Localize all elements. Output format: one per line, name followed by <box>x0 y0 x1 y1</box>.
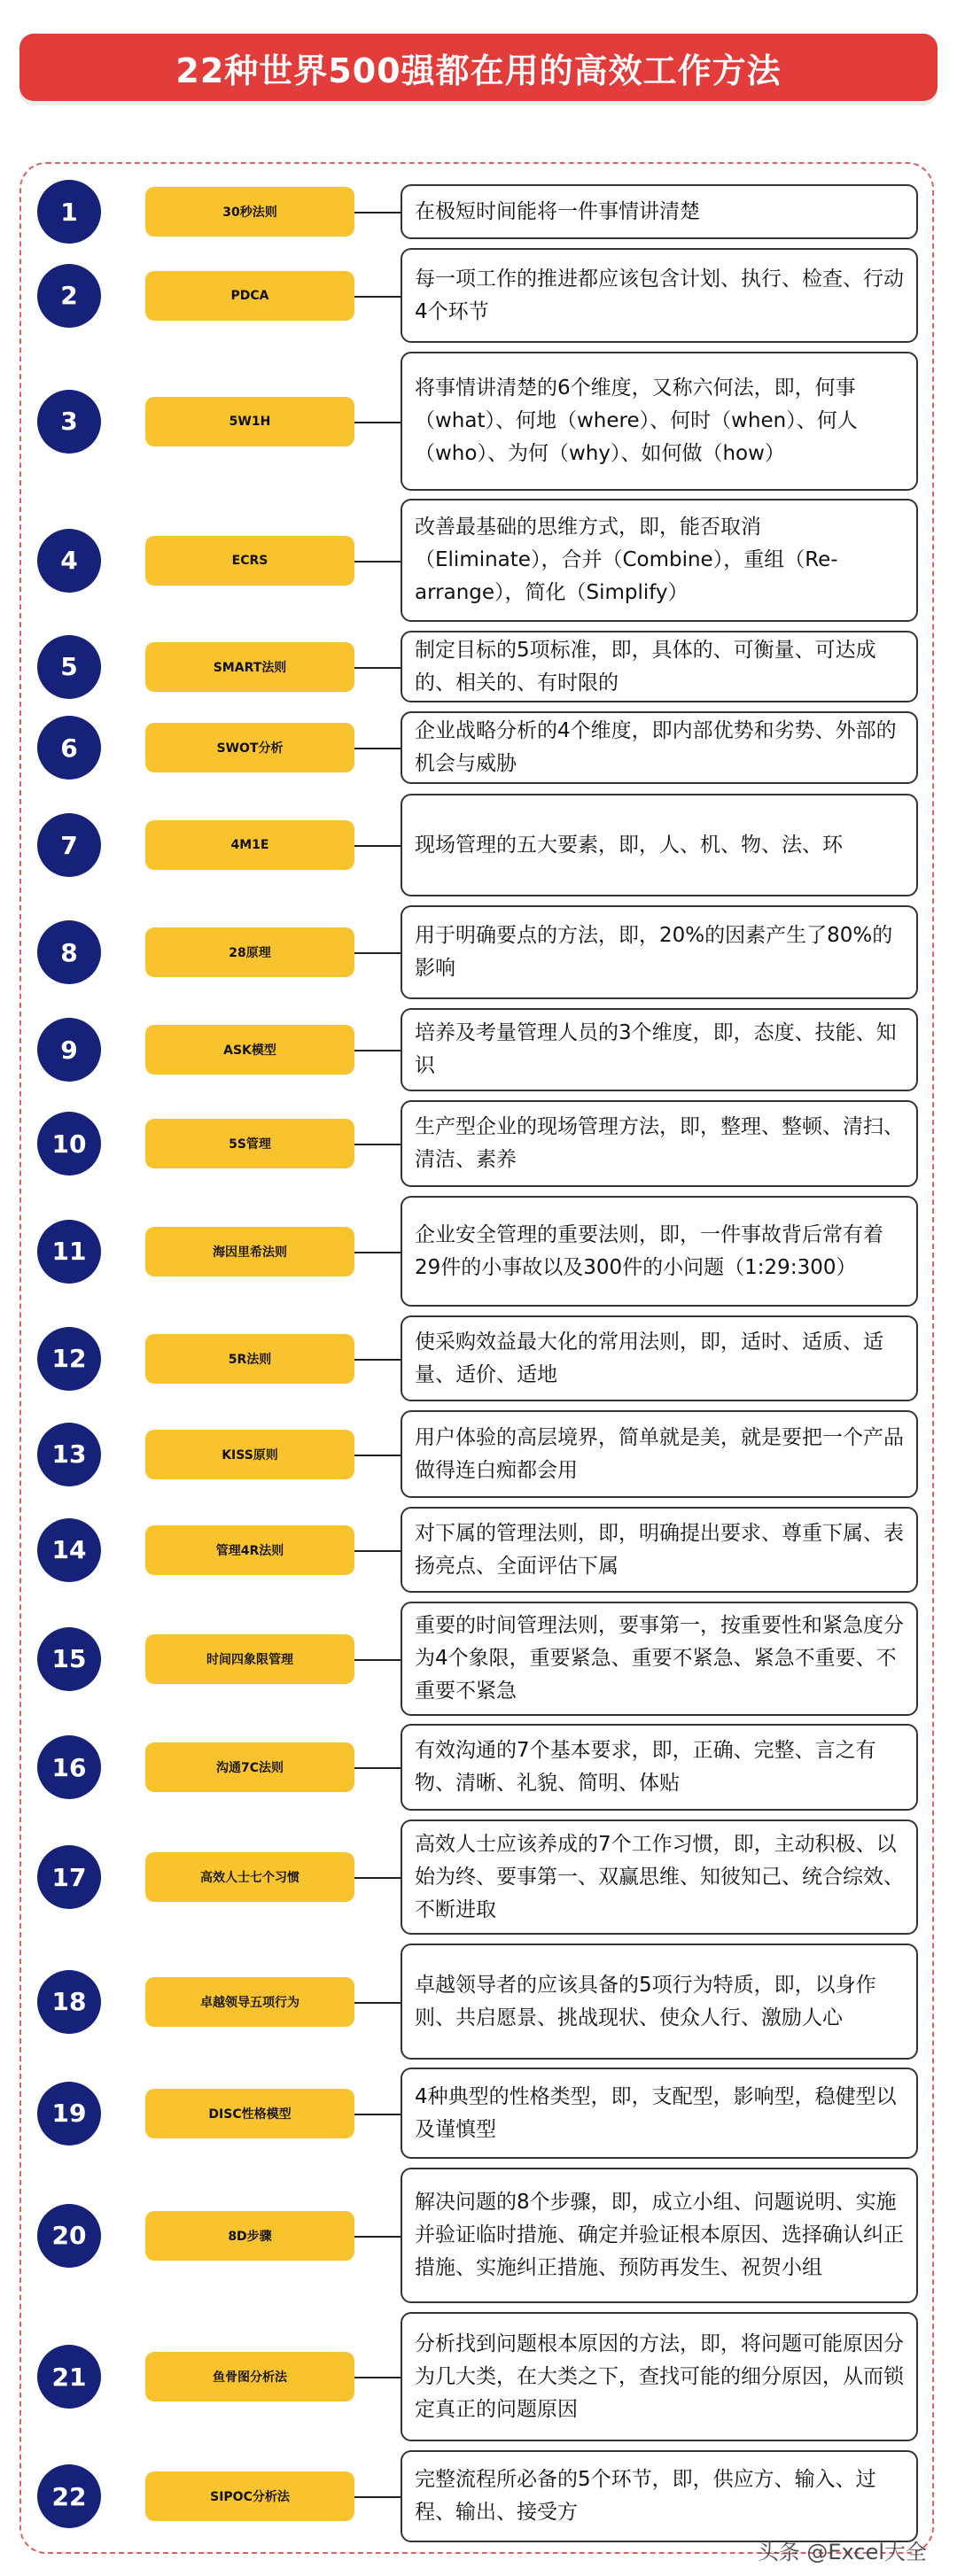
connector-line <box>354 1550 401 1552</box>
number-badge: 8 <box>37 920 101 984</box>
description-text: 分析找到问题根本原因的方法，即，将问题可能原因分为几大类，在大类之下，查找可能的细分原因，从而锁定真正的问题原因 <box>415 2332 904 2421</box>
method-description <box>401 1819 918 1935</box>
method-row <box>0 631 957 702</box>
method-description <box>401 1008 918 1091</box>
method-row <box>0 1008 957 1091</box>
number-badge: 7 <box>37 813 101 877</box>
method-name: 沟通7C法则 <box>145 1742 354 1792</box>
method-name: 管理4R法则 <box>145 1525 354 1575</box>
method-row <box>0 1819 957 1935</box>
method-description <box>401 1315 918 1401</box>
number-badge: 17 <box>37 1845 101 1909</box>
method-row <box>0 1410 957 1498</box>
number-badge: 2 <box>37 264 101 328</box>
number-badge: 13 <box>37 1423 101 1486</box>
number-badge: 19 <box>37 2082 101 2145</box>
method-name: SWOT分析 <box>145 723 354 772</box>
method-description <box>401 1724 918 1811</box>
description-text: 改善最基础的思维方式，即，能否取消（Eliminate），合并（Combine），重组（Re-arrange），简化（Simplify） <box>415 516 838 604</box>
description-text: 对下属的管理法则，即，明确提出要求、尊重下属、表扬亮点、全面评估下属 <box>415 1521 904 1578</box>
number-badge: 12 <box>37 1327 101 1391</box>
description-text: 重要的时间管理法则，要事第一，按重要性和紧急度分为4个象限，重要紧急、重要不紧急、紧急不重要、不重要不紧急 <box>415 1614 904 1703</box>
method-name: SIPOC分析法 <box>145 2471 354 2521</box>
method-name: 鱼骨图分析法 <box>145 2352 354 2401</box>
description-text: 用于明确要点的方法，即，20%的因素产生了80%的影响 <box>415 924 893 980</box>
connector-line <box>354 2114 401 2115</box>
method-name: 5S管理 <box>145 1119 354 1168</box>
number-badge: 20 <box>37 2204 101 2268</box>
connector-line <box>354 561 401 563</box>
number-badge: 10 <box>37 1112 101 1175</box>
connector-line <box>354 2496 401 2498</box>
method-description <box>401 1602 918 1716</box>
description-text: 有效沟通的7个基本要求，即，正确、完整、言之有物、清晰、礼貌、简明、体贴 <box>415 1739 876 1795</box>
method-row <box>0 352 957 491</box>
method-row <box>0 184 957 239</box>
number-badge: 5 <box>37 635 101 699</box>
method-name: 5R法则 <box>145 1334 354 1384</box>
connector-line <box>354 1144 401 1145</box>
number-badge: 11 <box>37 1220 101 1284</box>
method-description <box>401 2450 918 2542</box>
method-name: DISC性格模型 <box>145 2089 354 2138</box>
connector-line <box>354 1877 401 1879</box>
method-row <box>0 794 957 896</box>
method-description <box>401 711 918 784</box>
watermark: 头条 @Excel大全 <box>757 2540 927 2564</box>
method-row <box>0 1724 957 1811</box>
method-row <box>0 248 957 343</box>
method-name: 高效人士七个习惯 <box>145 1852 354 1902</box>
number-badge: 14 <box>37 1518 101 1582</box>
connector-line <box>354 422 401 423</box>
description-text: 在极短时间能将一件事情讲清楚 <box>415 199 700 223</box>
description-text: 用户体验的高层境界，简单就是美，就是要把一个产品做得连白痴都会用 <box>415 1425 904 1482</box>
description-text: 4种典型的性格类型，即，支配型，影响型，稳健型以及谨慎型 <box>415 2084 897 2141</box>
number-badge: 21 <box>37 2345 101 2409</box>
method-description <box>401 1944 918 2060</box>
method-row <box>0 499 957 622</box>
number-badge: 6 <box>37 716 101 780</box>
method-name: 4M1E <box>145 820 354 870</box>
method-name: 28原理 <box>145 927 354 977</box>
method-description <box>401 1100 918 1187</box>
number-badge: 4 <box>37 529 101 593</box>
description-text: 每一项工作的推进都应该包含计划、执行、检查、行动4个环节 <box>415 267 904 323</box>
method-description <box>401 2168 918 2303</box>
description-text: 完整流程所必备的5个环节，即，供应方、输入、过程、输出、接受方 <box>415 2468 876 2524</box>
connector-line <box>354 845 401 847</box>
connector-line <box>354 296 401 298</box>
method-row <box>0 2068 957 2159</box>
description-text: 制定目标的5项标准，即，具体的、可衡量、可达成的、相关的、有时限的 <box>415 638 876 694</box>
description-text: 高效人士应该养成的7个工作习惯，即，主动积极、以始为终、要事第一、双赢思维、知彼知己、统合综效、不断进取 <box>415 1832 904 1921</box>
method-name: 8D步骤 <box>145 2211 354 2261</box>
description-text: 将事情讲清楚的6个维度，又称六何法，即，何事（what）、何地（where）、何时（when）、何人（who）、为何（why）、如何做（how） <box>415 376 858 465</box>
description-text: 生产型企业的现场管理方法，即，整理、整顿、清扫、清洁、素养 <box>415 1115 904 1171</box>
description-text: 企业安全管理的重要法则，即，一件事故背后常有着29件的小事故以及300件的小问题（1:29:300） <box>415 1222 883 1279</box>
method-name: 时间四象限管理 <box>145 1634 354 1684</box>
method-name: 5W1H <box>145 397 354 446</box>
method-description <box>401 905 918 999</box>
method-row <box>0 905 957 999</box>
method-description <box>401 352 918 491</box>
connector-line <box>354 2377 401 2378</box>
method-description <box>401 794 918 896</box>
connector-line <box>354 748 401 749</box>
method-row <box>0 1315 957 1401</box>
description-text: 卓越领导者的应该具备的5项行为特质，即，以身作则、共启愿景、挑战现状、使众人行、激励人心 <box>415 1973 876 2029</box>
description-text: 使采购效益最大化的常用法则，即，适时、适质、适量、适价、适地 <box>415 1330 883 1386</box>
method-description <box>401 248 918 343</box>
method-row <box>0 2312 957 2441</box>
connector-line <box>354 1252 401 1253</box>
method-name: PDCA <box>145 271 354 321</box>
method-name: ECRS <box>145 536 354 586</box>
method-name: 卓越领导五项行为 <box>145 1977 354 2027</box>
connector-line <box>354 667 401 669</box>
connector-line <box>354 952 401 954</box>
method-description <box>401 1507 918 1593</box>
description-text: 解决问题的8个步骤，即，成立小组、问题说明、实施并验证临时措施、确定并验证根本原因、选择确认纠正措施、实施纠正措施、预防再发生、祝贺小组 <box>415 2191 904 2279</box>
method-description <box>401 631 918 702</box>
method-row <box>0 711 957 784</box>
description-text: 企业战略分析的4个维度，即内部优势和劣势、外部的机会与威胁 <box>415 719 897 775</box>
number-badge: 1 <box>37 180 101 244</box>
description-text: 培养及考量管理人员的3个维度，即，态度、技能、知识 <box>415 1021 897 1077</box>
method-description <box>401 184 918 239</box>
method-row <box>0 2168 957 2303</box>
connector-line <box>354 1455 401 1456</box>
method-description <box>401 2312 918 2441</box>
number-badge: 3 <box>37 390 101 454</box>
page-title: 22种世界500强都在用的高效工作方法 <box>175 50 782 90</box>
method-row <box>0 1507 957 1593</box>
connector-line <box>354 1659 401 1661</box>
method-name: ASK模型 <box>145 1025 354 1075</box>
connector-line <box>354 1050 401 1051</box>
number-badge: 15 <box>37 1627 101 1691</box>
method-row <box>0 1196 957 1307</box>
number-badge: 22 <box>37 2464 101 2528</box>
connector-line <box>354 1359 401 1361</box>
method-name: KISS原则 <box>145 1430 354 1479</box>
method-name: 海因里希法则 <box>145 1227 354 1276</box>
method-description <box>401 2068 918 2159</box>
method-description <box>401 1196 918 1307</box>
number-badge: 16 <box>37 1735 101 1799</box>
connector-line <box>354 2236 401 2238</box>
method-name: SMART法则 <box>145 642 354 692</box>
number-badge: 9 <box>37 1018 101 1082</box>
method-row <box>0 1100 957 1187</box>
method-description <box>401 1410 918 1498</box>
connector-line <box>354 212 401 213</box>
number-badge: 18 <box>37 1970 101 2034</box>
connector-line <box>354 1767 401 1769</box>
method-description <box>401 499 918 622</box>
description-text: 现场管理的五大要素，即，人、机、物、法、环 <box>415 833 843 857</box>
method-name: 30秒法则 <box>145 187 354 237</box>
method-row <box>0 1944 957 2060</box>
method-row <box>0 2450 957 2542</box>
connector-line <box>354 2002 401 2004</box>
method-row <box>0 1602 957 1716</box>
